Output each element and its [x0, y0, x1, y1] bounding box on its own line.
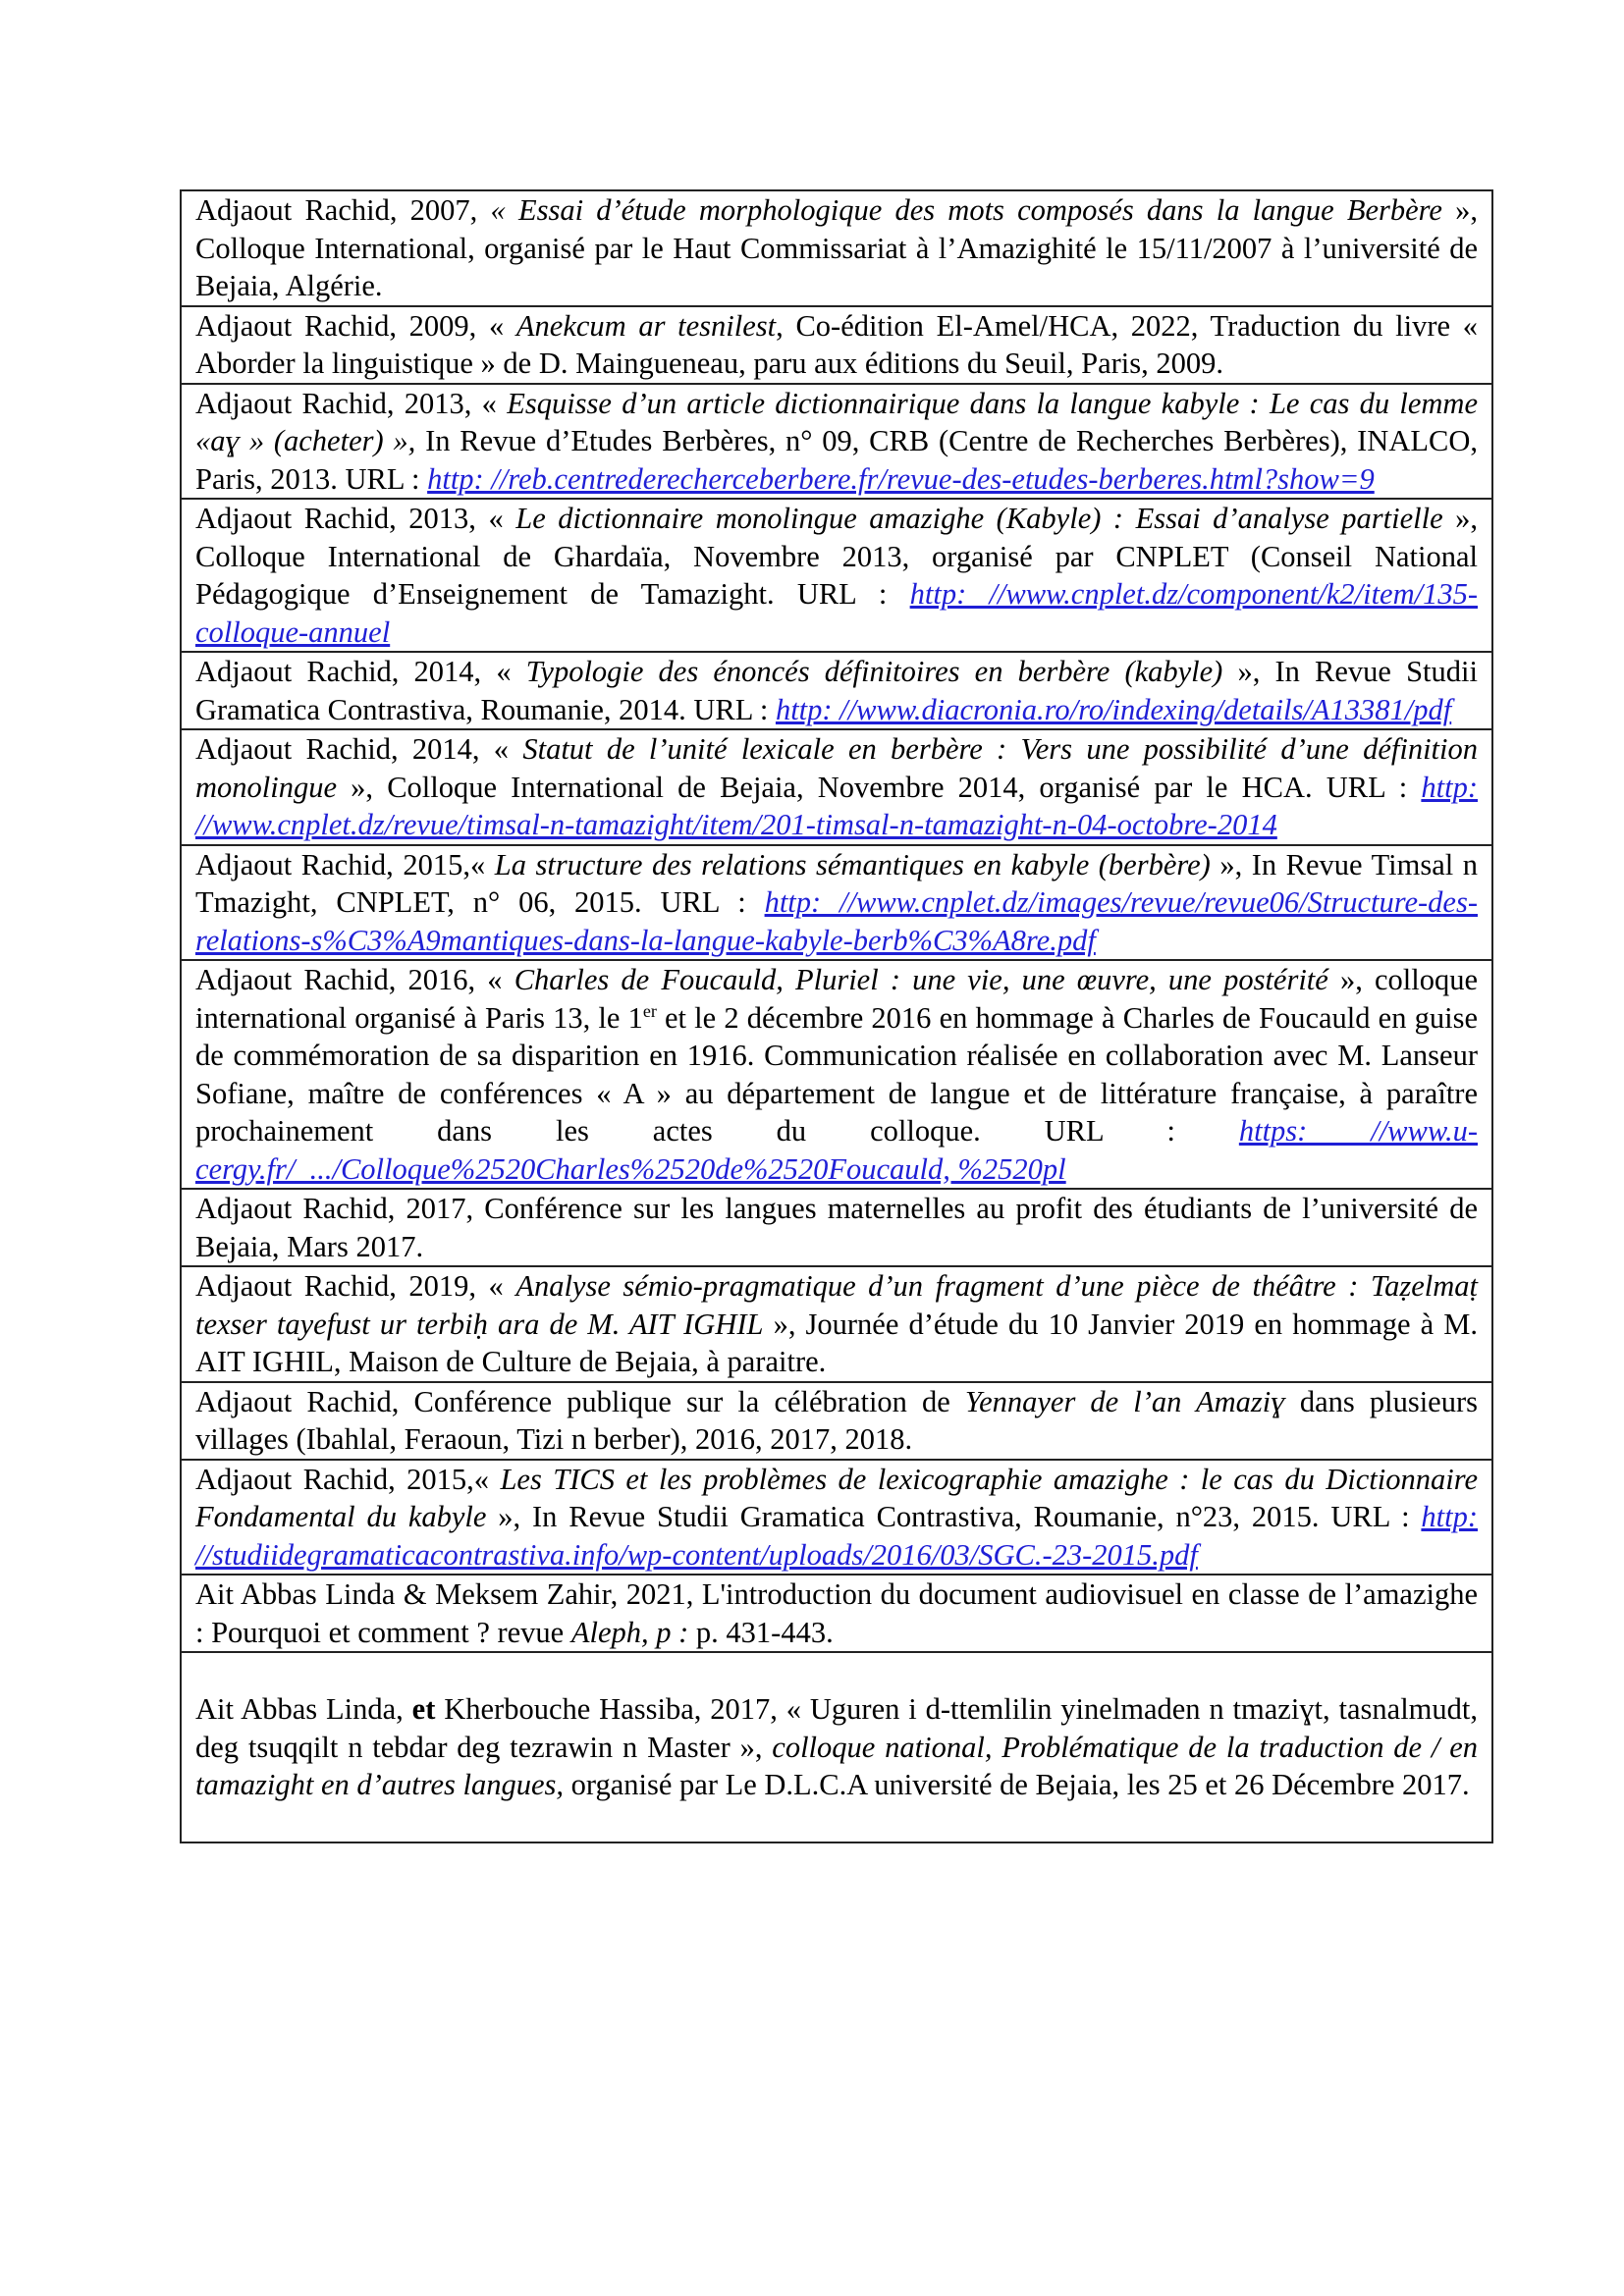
reference-cell: Adjaout Rachid, 2013, « Esquisse d’un article dictionnairique dans la langue kabyle : Le cas du lemme «aɣ » (acheter) », In Revue d’Etudes Berbères, n° 09, CRB (Centre de Recherches Berbères), INALCO, Paris, 2013. URL : http: //reb.centrederecherceberbere.fr/revue-des-etudes-berberes.html?show=9 [181, 384, 1492, 500]
table-row [181, 729, 1492, 845]
document-page [180, 189, 1493, 1843]
reference-cell: Adjaout Rachid, 2015,« La structure des relations sémantiques en kabyle (berbère) », In Revue Timsal n Tmazight, CNPLET, n° 06, 2015. URL : http: //www.cnplet.dz/images/revue/revue06/Structure-des-relations-s%C3%A9mantiques-dans-la-langue-kabyle-berb%C3%A8re.pdf [181, 845, 1492, 961]
reference-link[interactable]: http: //studiidegramaticacontrastiva.info/wp-content/uploads/2016/03/SGC.-23-2015.pdf [195, 1500, 1479, 1572]
table-row [181, 652, 1492, 729]
reference-title: colloque national, Problématique de la traduction de / en tamazight en d’autres langues, [195, 1730, 1478, 1801]
reference-cell: Ait Abbas Linda & Meksem Zahir, 2021, L'introduction du document audiovisuel en classe de l’amazighe : Pourquoi et comment ? revue Aleph, p : p. 431-443. [181, 1575, 1492, 1652]
reference-cell: Adjaout Rachid, 2014, « Statut de l’unité lexicale en berbère : Vers une possibilité d’une définition monolingue », Colloque International de Bejaia, Novembre 2014, organisé par le HCA. URL : http: //www.cnplet.dz/revue/timsal-n-tamazight/item/201-timsal-n-tamazight-n-04-octobre-2014 [181, 729, 1492, 845]
reference-cell: Adjaout Rachid, 2007, « Essai d’étude morphologique des mots composés dans la langue Berbère », Colloque International, organisé par le Haut Commissariat à l’Amazighité le 15/11/2007 à l’université de Bejaia, Algérie. [181, 190, 1492, 306]
reference-link[interactable]: http: //www.cnplet.dz/revue/timsal-n-tamazight/item/201-timsal-n-tamazight-n-04-octobre-2014 [195, 770, 1478, 841]
reference-cell: Adjaout Rachid, 2014, « Typologie des énoncés définitoires en berbère (kabyle) », In Revue Studii Gramatica Contrastiva, Roumanie, 2014. URL : http: //www.diacronia.ro/ro/indexing/details/A13381/pdf [181, 652, 1492, 729]
table-row [181, 1575, 1492, 1652]
reference-cell: Adjaout Rachid, 2015,« Les TICS et les problèmes de lexicographie amazighe : le cas du Dictionnaire Fondamental du kabyle », In Revue Studii Gramatica Contrastiva, Roumanie, n°23, 2015. URL : http: //studiidegramaticacontrastiva.info/wp-content/uploads/2016/03/SGC.-23-2015.pdf [181, 1460, 1492, 1575]
reference-title: « Essai d’étude morphologique des mots composés dans la langue Berbère [490, 193, 1442, 227]
reference-cell: Adjaout Rachid, 2013, « Le dictionnaire monolingue amazighe (Kabyle) : Essai d’analyse partielle », Colloque International de Ghardaïa, Novembre 2013, organisé par CNPLET (Conseil National Pédagogique d’Enseignement de Tamazight. URL : http: //www.cnplet.dz/component/k2/item/135-colloque-annuel [181, 499, 1492, 652]
reference-cell: Adjaout Rachid, 2016, « Charles de Foucauld, Pluriel : une vie, une œuvre, une postérité », colloque international organisé à Paris 13, le 1er et le 2 décembre 2016 en hommage à Charles de Foucauld en guise de commémoration de sa disparition en 1916. Communication réalisée en collaboration avec M. Lanseur Sofiane, maître de conférences « A » au département de langue et de littérature française, à paraître prochainement dans les actes du colloque. URL : https: //www.u-cergy.fr/_.../Colloque%2520Charles%2520de%2520Foucauld, %2520pl [181, 960, 1492, 1189]
table-row [181, 190, 1492, 306]
references-table [180, 189, 1493, 1843]
table-row [181, 960, 1492, 1189]
table-row [181, 1189, 1492, 1266]
table-row [181, 1652, 1492, 1842]
reference-cell: Adjaout Rachid, 2019, « Analyse sémio-pragmatique d’un fragment d’une pièce de théâtre : Taẓelmaṭ texser tayefust ur terbiḥ ara de M. AIT IGHIL », Journée d’étude du 10 Janvier 2019 en hommage à M. AIT IGHIL, Maison de Culture de Bejaia, à paraitre. [181, 1266, 1492, 1382]
reference-link[interactable]: http: //www.cnplet.dz/component/k2/item/135-colloque-annuel [195, 577, 1478, 649]
reference-title: Statut de l’unité lexicale en berbère : Vers une possibilité d’une définition monolingue [195, 732, 1479, 804]
reference-title: Aleph, p : [570, 1615, 689, 1649]
reference-cell: Adjaout Rachid, 2017, Conférence sur les langues maternelles au profit des étudiants de l’université de Bejaia, Mars 2017. [181, 1189, 1492, 1266]
table-row [181, 1460, 1492, 1575]
table-row [181, 499, 1492, 652]
reference-title: Anekcum ar tesnilest [515, 308, 777, 343]
reference-title: La structure des relations sémantiques en kabyle (berbère) [494, 847, 1211, 881]
reference-title: Yennayer de l’an Amaziɣ [964, 1384, 1285, 1418]
table-row [181, 845, 1492, 961]
reference-link[interactable]: http: //www.cnplet.dz/images/revue/revue06/Structure-des-relations-s%C3%A9mantiques-dans-la-langue-kabyle-berb%C3%A8re.pdf [195, 885, 1478, 957]
table-row [181, 1266, 1492, 1382]
reference-link[interactable]: http: //reb.centrederecherceberbere.fr/revue-des-etudes-berberes.html?show=9 [427, 461, 1375, 496]
reference-title: Esquisse d’un article dictionnairique dans la langue kabyle : Le cas du lemme «aɣ » (acheter) », [195, 386, 1478, 457]
reference-cell: Ait Abbas Linda, et Kherbouche Hassiba, 2017, « Uguren i d-ttemlilin yinelmaden n tmaziɣt, tasnalmudt, deg tsuqqilt n tebdar deg tezrawin n Master », colloque national, Problématique de la traduction de / en tamazight en d’autres langues, organisé par Le D.L.C.A université de Bejaia, les 25 et 26 Décembre 2017. [181, 1652, 1492, 1842]
table-row [181, 1382, 1492, 1460]
reference-title: Charles de Foucauld, Pluriel : une vie, une œuvre, une postérité [514, 963, 1328, 996]
table-row [181, 306, 1492, 384]
reference-link[interactable]: http: //www.diacronia.ro/ro/indexing/details/A13381/pdf [775, 692, 1452, 726]
reference-cell: Adjaout Rachid, Conférence publique sur la célébration de Yennayer de l’an Amaziɣ dans plusieurs villages (Ibahlal, Feraoun, Tizi n berber), 2016, 2017, 2018. [181, 1382, 1492, 1460]
reference-cell: Adjaout Rachid, 2009, « Anekcum ar tesnilest, Co-édition El-Amel/HCA, 2022, Traduction du livre « Aborder la linguistique » de D. Maingueneau, paru aux éditions du Seuil, Paris, 2009. [181, 306, 1492, 384]
reference-title: Analyse sémio-pragmatique d’un fragment d’une pièce de théâtre : Taẓelmaṭ texser tayefust ur terbiḥ ara de M. AIT IGHIL [195, 1269, 1479, 1341]
reference-title: Le dictionnaire monolingue amazighe (Kabyle) : Essai d’analyse partielle [515, 502, 1443, 535]
table-row [181, 384, 1492, 500]
reference-title: Les TICS et les problèmes de lexicographie amazighe : le cas du Dictionnaire Fondamental du kabyle [195, 1462, 1478, 1533]
reference-link[interactable]: https: //www.u-cergy.fr/_.../Colloque%2520Charles%2520de%2520Foucauld, %2520pl [195, 1114, 1478, 1186]
reference-title: Typologie des énoncés définitoires en berbère (kabyle) [525, 655, 1223, 688]
